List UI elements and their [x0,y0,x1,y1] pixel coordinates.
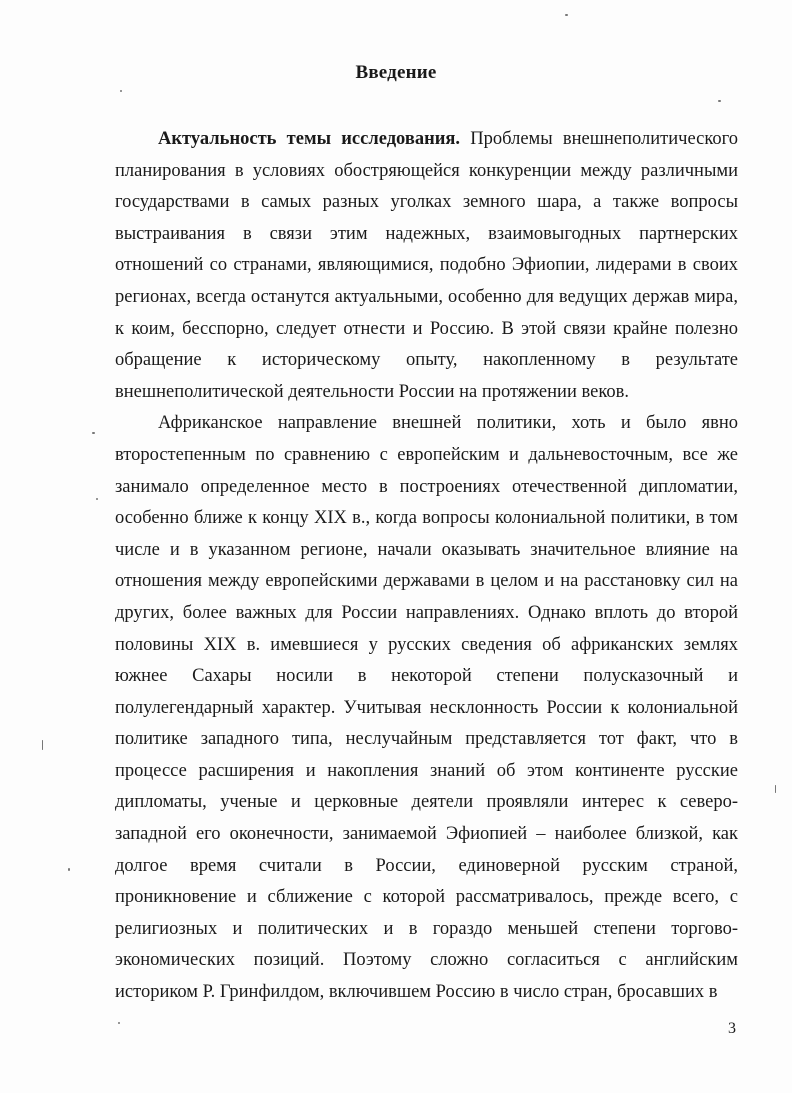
scan-speck [120,90,122,92]
scan-speck [118,1022,120,1024]
scan-speck [565,14,568,16]
page-number: 3 [728,1020,736,1037]
scan-speck [68,868,70,871]
scan-speck [96,498,98,500]
paragraph-text: Проблемы внешнеполитического планирования в условиях обостряющейся конкуренции между различными государствами в самых разных уголках земного шара, а также вопросы выстраивания в связи этим надежных, взаимовыгодных партнерских отношений со странами, являющимися, подобно Эфиопии, лидерами в своих регионах, всегда останутся актуальными, особенно для ведущих держав мира, к коим, бесспорно, следует отнести и Россию. В этой связи крайне полезно обращение к историческому опыту, накопленному в результате внешнеполитической деятельности России на протяжении веков. [115,129,738,402]
paragraph-lead: Актуальность темы исследования. [158,129,461,149]
page-title: Введение [355,62,437,83]
paragraph-relevance [115,124,738,408]
body-text [115,124,738,1009]
scan-speck [42,740,43,750]
scan-speck [92,432,95,434]
paragraph-african-direction: Африканское направление внешней политики, хоть и было явно второстепенным по сравнению с европейским и дальневосточным, все же занимало определенное место в построениях отечественной дипломатии, особенно ближе к концу XIX в., когда вопросы колониальной политики, в том числе и в указанном регионе, начали оказывать значительное влияние на отношения между европейскими державами в целом и на расстановку сил на других, более важных для России направлениях. Однако вплоть до второй половины XIX в. имевшиеся у русских сведения об африканских землях южнее Сахары носили в некоторой степени полусказочный и полулегендарный характер. Учитывая несклонность России к колониальной политике западного типа, неслучайным представляется тот факт, что в процессе расширения и накопления знаний об этом континенте русские дипломаты, ученые и церковные деятели проявляли интерес к северо-западной его оконечности, занимаемой Эфиопией – наиболее близкой, как долгое время считали в России, единоверной русским страной, проникновение и сближение с которой рассматривалось, прежде всего, с религиозных и политических и в гораздо меньшей степени торгово-экономических позиций. Поэтому сложно согласиться с английским историком Р. Гринфилдом, включившем Россию в число стран, бросавших в [115,413,738,1003]
scan-speck [775,785,776,793]
scan-speck [718,100,721,102]
